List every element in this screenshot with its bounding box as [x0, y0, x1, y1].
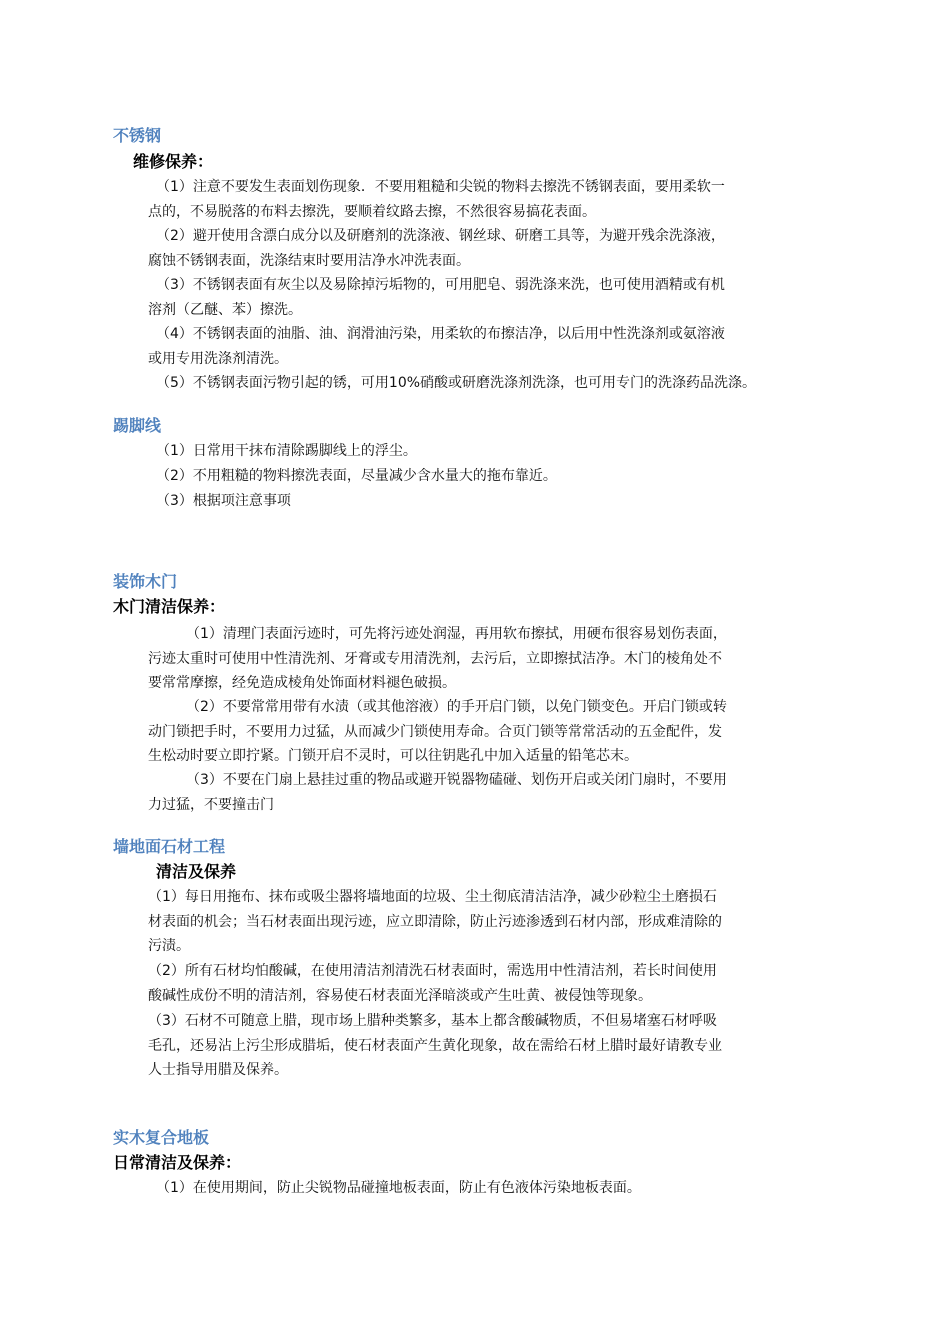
- paragraph-line: （3）石材不可随意上腊，现市场上腊种类繁多，基本上都含酸碱物质，不但易堵塞石材呼吸: [148, 1013, 717, 1029]
- paragraph-line: 或用专用洗涤剂清洗。: [148, 350, 288, 367]
- paragraph-line: （1）每日用拖布、抹布或吸尘器将墙地面的垃圾、尘土彻底清洁洁净，减少砂粒尘土磨损石: [148, 889, 717, 905]
- paragraph-line: 力过猛，不要撞击门: [148, 796, 274, 813]
- paragraph-line: 动门锁把手时，不要用力过猛，从而减少门锁使用寿命。合页门锁等常常活动的五金配件，发: [148, 723, 722, 740]
- paragraph-line: （2）不用粗糙的物料擦洗表面，尽量减少含水量大的拖布靠近。: [156, 468, 557, 484]
- paragraph-line: 要常常摩擦，经免造成棱角处饰面材料褪色破损。: [148, 675, 456, 691]
- section-subtitle: 日常清洁及保养：: [113, 1153, 242, 1172]
- paragraph-line: （2）不要常常用带有水渍（或其他溶液）的手开启门锁，以免门锁变色。开启门锁或转: [186, 699, 727, 715]
- section-title: 踢脚线: [113, 416, 162, 435]
- section-title: 实木复合地板: [113, 1128, 210, 1147]
- paragraph: [156, 439, 417, 464]
- paragraph: [148, 959, 717, 1008]
- section-subtitle: 清洁及保养: [156, 862, 237, 881]
- paragraph-line: （1）日常用干抹布清除踢脚线上的浮尘。: [156, 443, 417, 459]
- paragraph: [148, 273, 725, 322]
- paragraph-line: （1）清理门表面污迹时，可先将污迹处润湿，再用软布擦拭，用硬布很容易划伤表面，: [186, 626, 727, 642]
- paragraph: [156, 371, 756, 396]
- paragraph-line: （1）在使用期间，防止尖锐物品碰撞地板表面，防止有色液体污染地板表面。: [156, 1180, 641, 1196]
- paragraph-line: 溶剂（乙醚、苯）擦洗。: [148, 301, 302, 318]
- section-title: 墙地面石材工程: [113, 837, 226, 856]
- section-subtitle: 维修保养：: [133, 152, 214, 171]
- section-title: 装饰木门: [113, 572, 178, 591]
- paragraph: [148, 768, 727, 817]
- paragraph-line: （3）不锈钢表面有灰尘以及易除掉污垢物的，可用肥皂、弱洗涤来洗，也可使用酒精或有机: [156, 277, 725, 293]
- section-title: 不锈钢: [113, 126, 162, 145]
- paragraph: [148, 885, 722, 959]
- paragraph-line: （2）避开使用含漂白成分以及研磨剂的洗涤液、钢丝球、研磨工具等，为避开残余洗涤液，: [156, 228, 725, 244]
- paragraph-line: （4）不锈钢表面的油脂、油、润滑油污染，用柔软的布擦洁净，以后用中性洗涤剂或氨溶液: [156, 326, 725, 342]
- paragraph-line: （5）不锈钢表面污物引起的锈，可用10%硝酸或研磨洗涤剂洗涤，也可用专门的洗涤药品洗涤。: [156, 375, 757, 391]
- paragraph: [148, 322, 725, 371]
- paragraph-line: 污迹太重时可使用中性清洗剂、牙膏或专用清洗剂，去污后，立即擦拭洁净。木门的棱角处不: [148, 650, 722, 667]
- paragraph-line: 点的，不易脱落的布料去擦洗，要顺着纹路去擦，不然很容易搞花表面。: [148, 203, 596, 220]
- paragraph-line: 生松动时要立即拧紧。门锁开启不灵时，可以往钥匙孔中加入适量的铅笔芯末。: [148, 748, 638, 764]
- paragraph-line: （1）注意不要发生表面划伤现象．不要用粗糙和尖锐的物料去擦洗不锈钢表面，要用柔软一: [156, 179, 725, 195]
- paragraph: [148, 175, 725, 224]
- paragraph-line: 人士指导用腊及保养。: [148, 1062, 288, 1078]
- paragraph: [156, 489, 291, 514]
- paragraph: [156, 1176, 641, 1201]
- paragraph-line: （2）所有石材均怕酸碱，在使用清洁剂清洗石材表面时，需选用中性清洁剂，若长时间使用: [148, 963, 717, 979]
- paragraph: [148, 622, 727, 696]
- paragraph-line: （3）根据项注意事项: [156, 493, 291, 509]
- paragraph-line: 腐蚀不锈钢表面，洗涤结束时要用洁净水冲洗表面。: [148, 252, 470, 269]
- paragraph: [148, 695, 727, 769]
- paragraph-line: 材表面的机会；当石材表面出现污迹，应立即清除，防止污迹渗透到石材内部，形成难清除的: [148, 913, 722, 930]
- paragraph: [148, 224, 725, 273]
- paragraph: [148, 1009, 722, 1083]
- paragraph-line: 污渍。: [148, 938, 190, 954]
- paragraph: [156, 464, 557, 489]
- paragraph-line: 毛孔，还易沾上污尘形成腊垢，使石材表面产生黄化现象，故在需给石材上腊时最好请教专业: [148, 1037, 722, 1054]
- paragraph-line: 酸碱性成份不明的清洁剂，容易使石材表面光泽暗淡或产生吐黄、被侵蚀等现象。: [148, 987, 652, 1004]
- section-subtitle: 木门清洁保养：: [113, 597, 226, 616]
- paragraph-line: （3）不要在门扇上悬挂过重的物品或避开锐器物磕碰、划伤开启或关闭门扇时，不要用: [186, 772, 727, 788]
